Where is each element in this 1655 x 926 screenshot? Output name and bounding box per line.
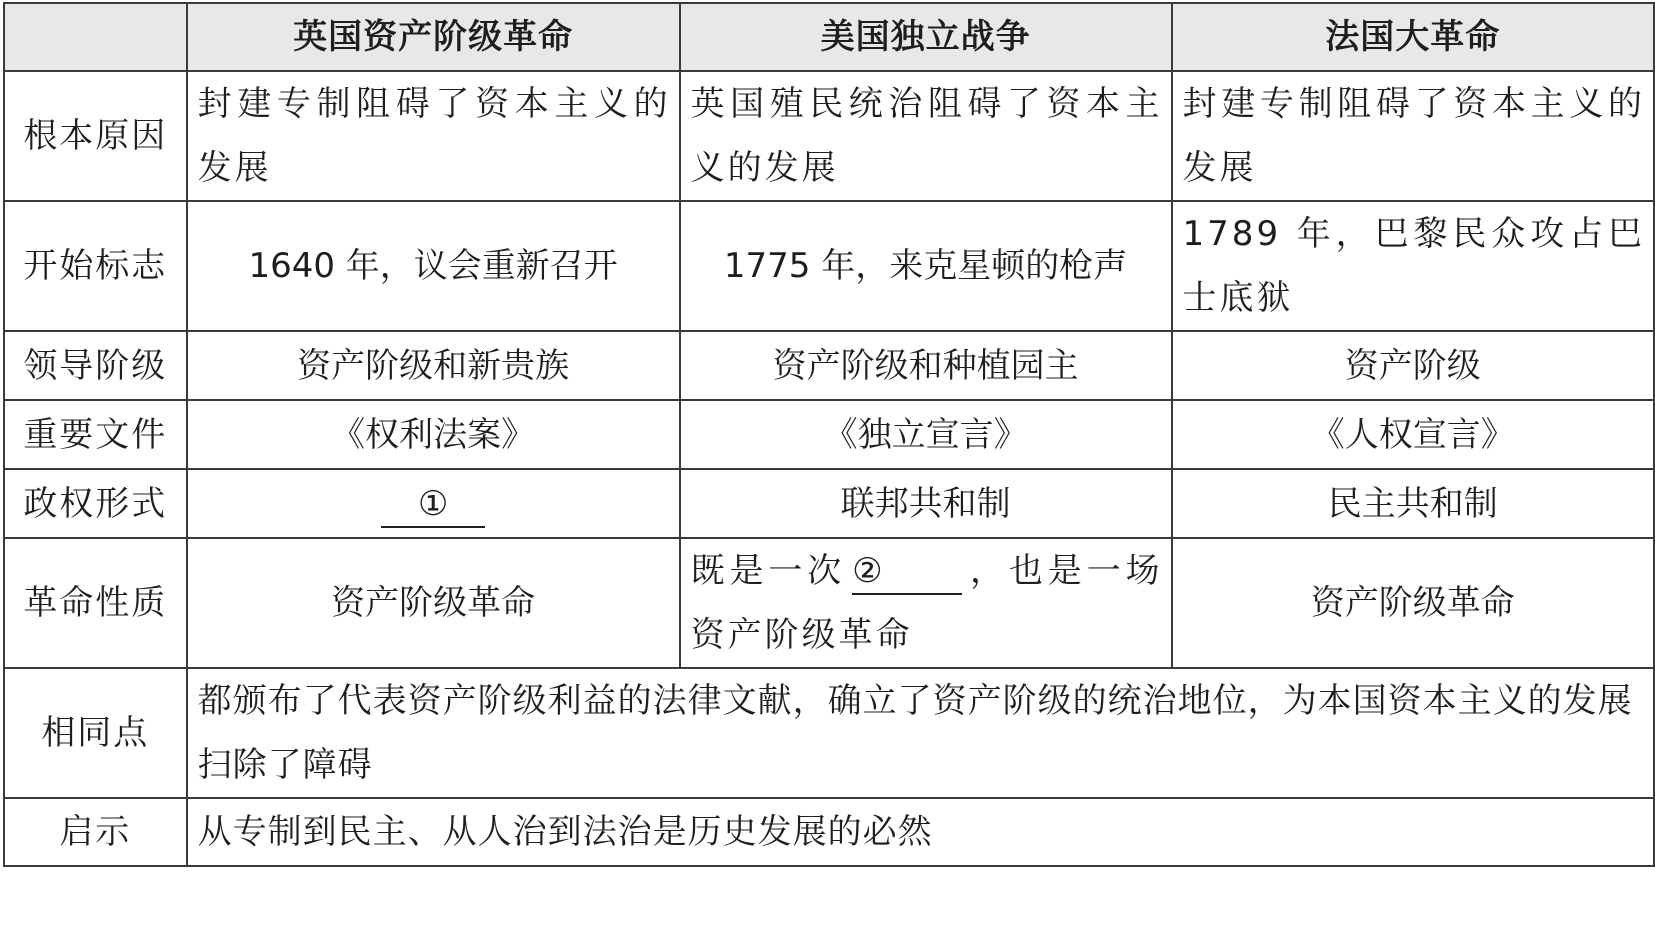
table-row-similarity: [4, 668, 1654, 798]
nature-text-after: ，也是一场资产阶级革命: [690, 551, 1163, 655]
cell-root-cause-english: 封建专制阻碍了资本主义的发展: [187, 71, 680, 201]
revolutions-comparison-table: [3, 2, 1655, 867]
table-row-important-doc: [4, 400, 1654, 469]
column-header-english-revolution: 英国资产阶级革命: [187, 3, 680, 71]
cell-regime-form-french: 民主共和制: [1172, 469, 1654, 538]
corner-cell: [4, 3, 187, 71]
table-row-revolution-nature: [4, 538, 1654, 668]
cell-important-doc-english: 《权利法案》: [187, 400, 680, 469]
nature-text-before: 既是一次: [690, 551, 847, 591]
cell-revolution-nature-english: 资产阶级革命: [187, 538, 680, 668]
cell-important-doc-american: 《独立宣言》: [680, 400, 1172, 469]
cell-leading-class-american: 资产阶级和种植园主: [680, 331, 1172, 400]
row-label-leading-class: 领导阶级: [4, 331, 187, 400]
cell-start-sign-english: 1640 年，议会重新召开: [187, 201, 680, 331]
table-row-inspiration: [4, 798, 1654, 866]
cell-start-sign-american: 1775 年，来克星顿的枪声: [680, 201, 1172, 331]
cell-regime-form-american: 联邦共和制: [680, 469, 1172, 538]
cell-root-cause-french: 封建专制阻碍了资本主义的发展: [1172, 71, 1654, 201]
cell-revolution-nature-french: 资产阶级革命: [1172, 538, 1654, 668]
cell-revolution-nature-american: [680, 538, 1172, 668]
row-label-start-sign: 开始标志: [4, 201, 187, 331]
column-header-french-revolution: 法国大革命: [1172, 3, 1654, 71]
row-label-similarity: 相同点: [4, 668, 187, 798]
table-row-leading-class: [4, 331, 1654, 400]
column-header-american-war: 美国独立战争: [680, 3, 1172, 71]
cell-start-sign-french: 1789 年，巴黎民众攻占巴士底狱: [1172, 201, 1654, 331]
cell-regime-form-english: [187, 469, 680, 538]
row-label-inspiration: 启示: [4, 798, 187, 866]
cell-root-cause-american: 英国殖民统治阻碍了资本主义的发展: [680, 71, 1172, 201]
row-label-root-cause: 根本原因: [4, 71, 187, 201]
row-label-important-doc: 重要文件: [4, 400, 187, 469]
table-row-root-cause: [4, 71, 1654, 201]
cell-leading-class-french: 资产阶级: [1172, 331, 1654, 400]
cell-important-doc-french: 《人权宣言》: [1172, 400, 1654, 469]
cell-inspiration-text: 从专制到民主、从人治到法治是历史发展的必然: [187, 798, 1654, 866]
answer-blank-2[interactable]: ②: [852, 549, 962, 595]
table-row-regime-form: [4, 469, 1654, 538]
header-row: [4, 3, 1654, 71]
cell-leading-class-english: 资产阶级和新贵族: [187, 331, 680, 400]
answer-blank-1[interactable]: ①: [381, 482, 485, 528]
row-label-revolution-nature: 革命性质: [4, 538, 187, 668]
row-label-regime-form: 政权形式: [4, 469, 187, 538]
table-row-start-sign: [4, 201, 1654, 331]
cell-similarity-text: 都颁布了代表资产阶级利益的法律文献，确立了资产阶级的统治地位，为本国资本主义的发展扫除了障碍: [187, 668, 1654, 798]
